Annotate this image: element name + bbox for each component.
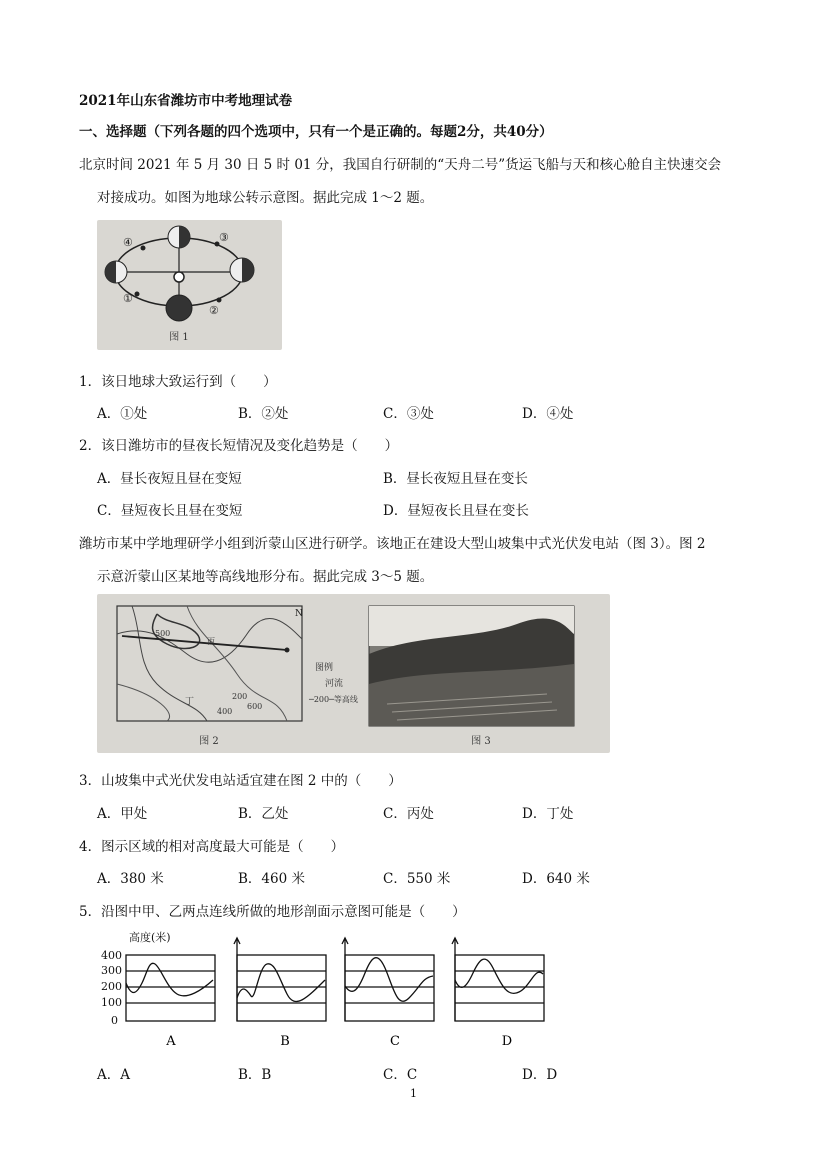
profile-ylabel: 高度(米) [129, 931, 171, 944]
q4-stem: 4．图示区域的相对高度最大可能是（ ） [79, 839, 345, 855]
north-arrow: N [295, 609, 303, 619]
legend-title: 图例 [315, 663, 334, 673]
q2-option-b: B．昼长夜短且昼在变长 [383, 471, 528, 487]
profile-ytick: 100 [101, 996, 122, 1009]
profile-ytick: 300 [101, 964, 122, 977]
q1-stem: 1．该日地球大致运行到（ ） [79, 374, 277, 390]
figure-1-orbit [97, 220, 282, 350]
q1-option-d: D．④处 [522, 406, 574, 422]
profile-ytick: 400 [101, 949, 122, 962]
contour-label: 400 [217, 707, 233, 716]
q5-option-a: A．A [97, 1067, 130, 1083]
q1-option-a: A．①处 [97, 406, 148, 422]
point-label: 丁 [185, 697, 195, 707]
q4-option-c: C．550 米 [383, 871, 451, 887]
q3-option-a: A．甲处 [97, 806, 148, 822]
point-label: 丙 [207, 637, 215, 646]
q4-option-b: B．460 米 [238, 871, 305, 887]
q5-stem: 5．沿图中甲、乙两点连线所做的地形剖面示意图可能是（ ） [79, 904, 466, 920]
contour-label: 600 [247, 702, 263, 711]
q3-option-d: D．丁处 [522, 806, 574, 822]
exam-title: 2021年山东省潍坊市中考地理试卷 [79, 93, 293, 109]
intro1-line1: 北京时间 2021 年 5 月 30 日 5 时 01 分，我国自行研制的“天舟二号”货运飞船与天和核心舱自主快速交会 [79, 157, 722, 173]
fig2-caption: 图 2 [199, 736, 219, 747]
profile-diagrams [97, 928, 557, 1052]
fig1-label: ③ [219, 231, 229, 244]
q2-option-c: C．昼短夜长且昼在变短 [97, 503, 243, 519]
profile-letter: B [280, 1034, 290, 1049]
intro1-line2: 对接成功。如图为地球公转示意图。据此完成 1～2 题。 [97, 190, 434, 206]
profile-letter: C [390, 1034, 400, 1049]
section-heading: 一、选择题（下列各题的四个选项中，只有一个是正确的。每题2分，共40分） [79, 124, 553, 140]
fig1-label: ② [209, 304, 219, 317]
profile-ytick: 0 [111, 1014, 118, 1027]
contour-label: 200 [232, 692, 248, 701]
q3-option-b: B．乙处 [238, 806, 289, 822]
fig1-label: ④ [123, 236, 133, 249]
fig1-label: ① [123, 292, 133, 305]
contour-label: 500 [155, 629, 171, 638]
q1-option-c: C．③处 [383, 406, 434, 422]
profile-ytick: 200 [101, 980, 122, 993]
profile-letter: D [501, 1034, 513, 1049]
q5-option-b: B．B [238, 1067, 272, 1083]
q5-option-c: C．C [383, 1067, 418, 1083]
figure-2-3 [97, 594, 610, 753]
legend-contour: ─200─等高线 [309, 695, 358, 704]
q2-option-d: D．昼短夜长且昼在变长 [383, 503, 529, 519]
q4-option-d: D．640 米 [522, 871, 590, 887]
legend-river: 河流 [325, 679, 344, 689]
page-number: 1 [410, 1087, 417, 1100]
q2-stem: 2．该日潍坊市的昼夜长短情况及变化趋势是（ ） [79, 438, 399, 454]
fig1-caption: 图 1 [169, 332, 189, 343]
q3-stem: 3．山坡集中式光伏发电站适宜建在图 2 中的（ ） [79, 773, 402, 789]
q5-option-d: D．D [522, 1067, 558, 1083]
profile-letter: A [166, 1034, 176, 1049]
q4-option-a: A．380 米 [97, 871, 164, 887]
intro2-line1: 潍坊市某中学地理研学小组到沂蒙山区进行研学。该地正在建设大型山坡集中式光伏发电站（图 3）。图 2 [79, 536, 706, 552]
q2-option-a: A．昼长夜短且昼在变短 [97, 471, 242, 487]
q1-option-b: B．②处 [238, 406, 289, 422]
fig3-caption: 图 3 [471, 736, 491, 747]
q3-option-c: C．丙处 [383, 806, 434, 822]
intro2-line2: 示意沂蒙山区某地等高线地形分布。据此完成 3～5 题。 [97, 569, 434, 585]
